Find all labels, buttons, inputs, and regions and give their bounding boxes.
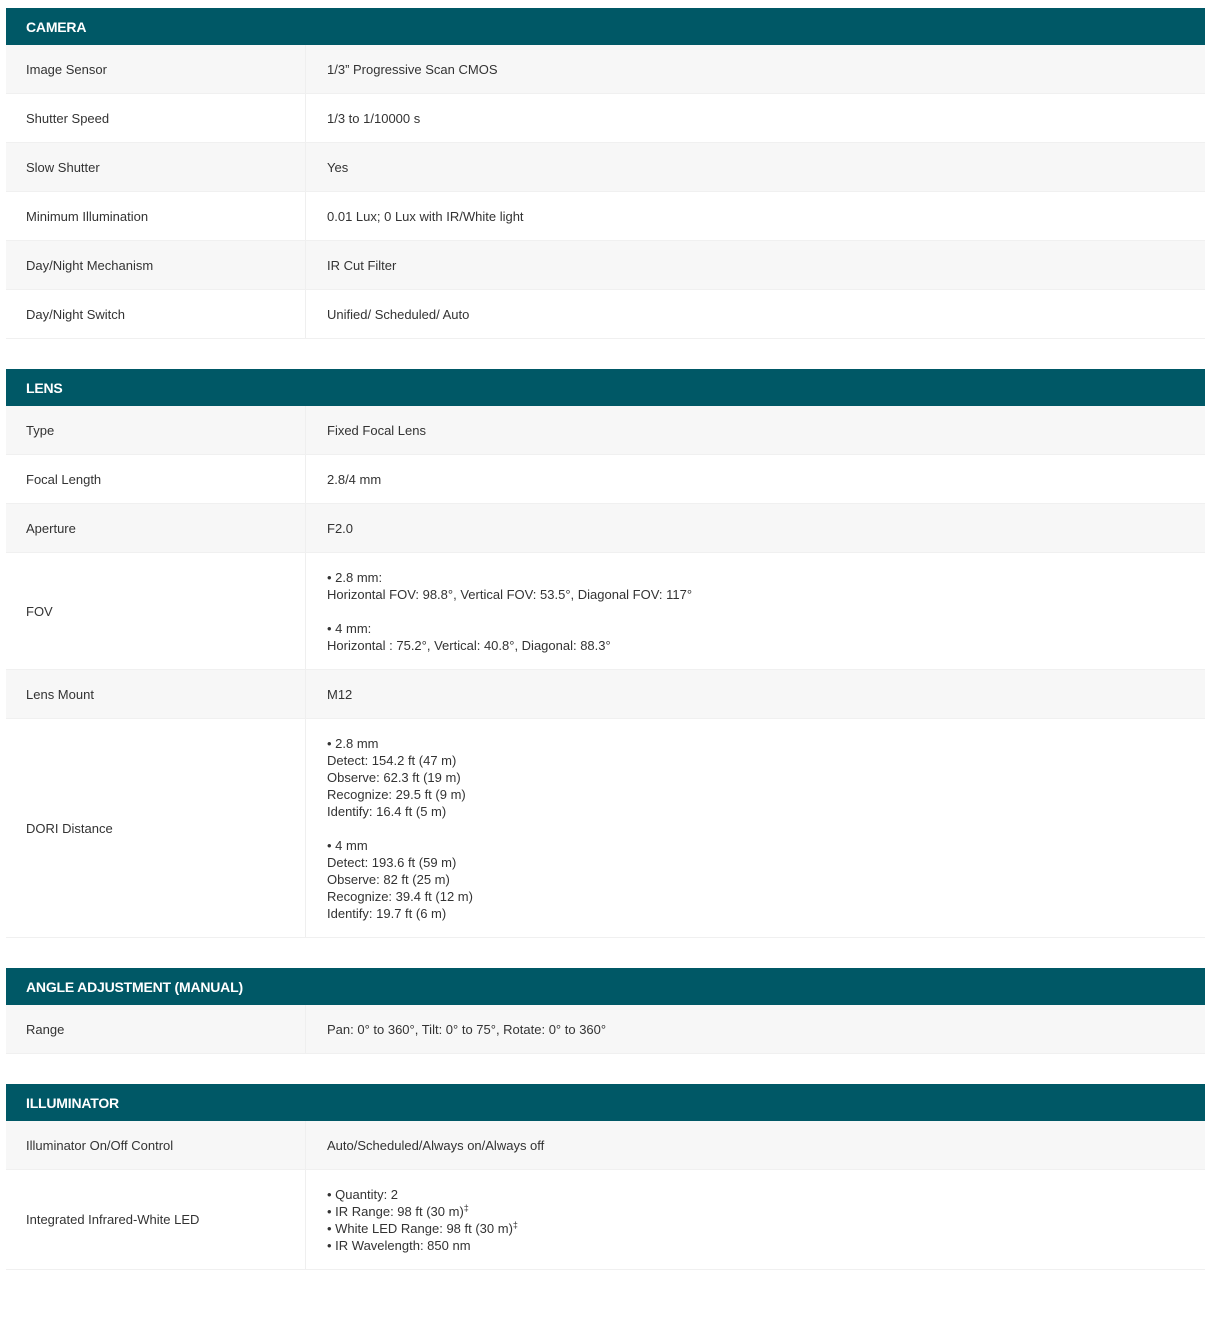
value-line: Horizontal : 75.2°, Vertical: 40.8°, Diagonal: 88.3°	[327, 638, 611, 653]
value-line: Auto/Scheduled/Always on/Always off	[327, 1138, 545, 1153]
spec-label: Illuminator On/Off Control	[6, 1121, 306, 1169]
spec-label: Focal Length	[6, 455, 306, 503]
spec-row	[6, 290, 1205, 339]
value-line: 1/3” Progressive Scan CMOS	[327, 62, 498, 77]
spec-row	[6, 553, 1205, 670]
value-line: Pan: 0° to 360°, Tilt: 0° to 75°, Rotate: 0° to 360°	[327, 1022, 607, 1037]
spec-value	[306, 94, 420, 142]
value-line: Identify: 19.7 ft (6 m)	[327, 906, 447, 921]
spec-label: Day/Night Mechanism	[6, 241, 306, 289]
value-line: 0.01 Lux; 0 Lux with IR/White light	[327, 209, 524, 224]
value-line: Yes	[327, 160, 349, 175]
line-gap	[327, 603, 692, 620]
footnote-mark: ‡	[463, 1203, 469, 1213]
section-header: CAMERA	[6, 8, 1205, 45]
spec-row	[6, 94, 1205, 143]
section-header: ILLUMINATOR	[6, 1084, 1205, 1121]
value-line: 2.8/4 mm	[327, 472, 382, 487]
spec-row	[6, 192, 1205, 241]
spec-row	[6, 45, 1205, 94]
value-line: • 4 mm:	[327, 621, 372, 636]
spec-value	[306, 192, 524, 240]
value-line: • White LED Range: 98 ft (30 m)‡	[327, 1220, 518, 1236]
value-line: • IR Range: 98 ft (30 m)‡	[327, 1203, 469, 1219]
value-line: • 2.8 mm:	[327, 570, 383, 585]
spec-row	[6, 455, 1205, 504]
spec-label: Day/Night Switch	[6, 290, 306, 338]
spec-value	[306, 1170, 518, 1269]
spec-row	[6, 504, 1205, 553]
value-line: Identify: 16.4 ft (5 m)	[327, 804, 447, 819]
spec-value	[306, 45, 498, 93]
spec-section	[6, 968, 1205, 1054]
value-line: IR Cut Filter	[327, 258, 397, 273]
spec-table	[6, 1121, 1205, 1270]
spec-row	[6, 1170, 1205, 1270]
spec-value	[306, 290, 469, 338]
spec-row	[6, 241, 1205, 290]
spec-value	[306, 1121, 544, 1169]
value-line: • IR Wavelength: 850 nm	[327, 1238, 471, 1253]
line-gap	[327, 820, 473, 837]
spec-label: Integrated Infrared-White LED	[6, 1170, 306, 1269]
spec-value	[306, 553, 692, 669]
value-line: Horizontal FOV: 98.8°, Vertical FOV: 53.5°, Diagonal FOV: 117°	[327, 587, 693, 602]
spec-section	[6, 8, 1205, 339]
spec-value	[306, 719, 473, 937]
spec-row	[6, 406, 1205, 455]
spec-table	[6, 406, 1205, 938]
value-line: Recognize: 39.4 ft (12 m)	[327, 889, 473, 904]
spec-row	[6, 143, 1205, 192]
value-line: 1/3 to 1/10000 s	[327, 111, 421, 126]
value-line: M12	[327, 687, 353, 702]
spec-table	[6, 45, 1205, 339]
spec-row	[6, 670, 1205, 719]
spec-row	[6, 719, 1205, 938]
spec-section	[6, 369, 1205, 938]
spec-value	[306, 670, 352, 718]
value-line: Detect: 154.2 ft (47 m)	[327, 753, 457, 768]
spec-section	[6, 1084, 1205, 1270]
value-line: Unified/ Scheduled/ Auto	[327, 307, 470, 322]
spec-value	[306, 455, 381, 503]
spec-label: Type	[6, 406, 306, 454]
spec-value	[306, 1005, 606, 1053]
section-header: ANGLE ADJUSTMENT (MANUAL)	[6, 968, 1205, 1005]
spec-value	[306, 504, 353, 552]
spec-label: Minimum Illumination	[6, 192, 306, 240]
spec-label: Image Sensor	[6, 45, 306, 93]
value-line: • 4 mm	[327, 838, 368, 853]
value-line: Observe: 82 ft (25 m)	[327, 872, 450, 887]
spec-label: Aperture	[6, 504, 306, 552]
value-line: F2.0	[327, 521, 354, 536]
spec-row	[6, 1121, 1205, 1170]
spec-value	[306, 143, 348, 191]
spec-label: Lens Mount	[6, 670, 306, 718]
value-line: • Quantity: 2	[327, 1187, 399, 1202]
value-line: Recognize: 29.5 ft (9 m)	[327, 787, 466, 802]
value-line: Fixed Focal Lens	[327, 423, 426, 438]
value-line: Detect: 193.6 ft (59 m)	[327, 855, 457, 870]
spec-label: DORI Distance	[6, 719, 306, 937]
spec-value	[306, 241, 396, 289]
footnote-mark: ‡	[512, 1220, 518, 1230]
spec-label: Shutter Speed	[6, 94, 306, 142]
value-line: • 2.8 mm	[327, 736, 379, 751]
spec-label: FOV	[6, 553, 306, 669]
spec-value	[306, 406, 426, 454]
value-line: Observe: 62.3 ft (19 m)	[327, 770, 461, 785]
section-header: LENS	[6, 369, 1205, 406]
spec-table	[6, 1005, 1205, 1054]
spec-label: Range	[6, 1005, 306, 1053]
spec-row	[6, 1005, 1205, 1054]
spec-label: Slow Shutter	[6, 143, 306, 191]
